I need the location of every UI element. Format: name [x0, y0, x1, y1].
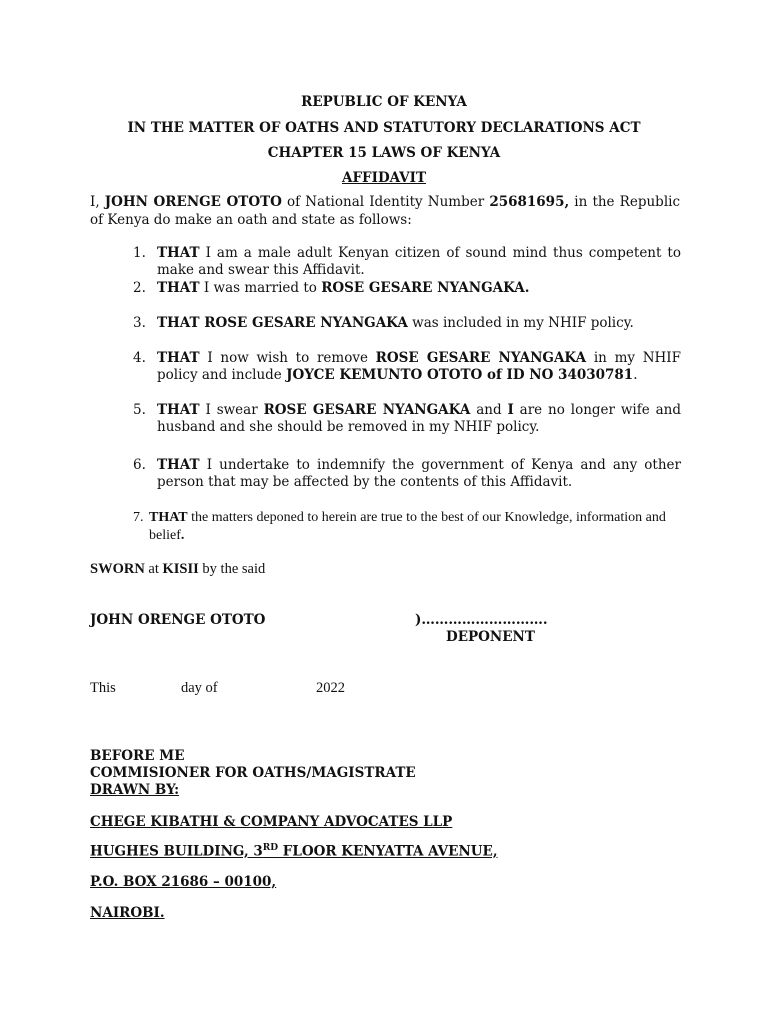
- list-item-2: [133, 280, 681, 297]
- date-day-of: day of: [181, 680, 218, 696]
- signature-line: )……………………….: [415, 612, 548, 628]
- building-superscript: RD: [262, 843, 279, 853]
- drawn-by-label: DRAWN BY:: [90, 782, 180, 798]
- firm-po-box: P.O. BOX 21686 – 00100,: [90, 874, 277, 890]
- item-number: 1.: [133, 245, 146, 261]
- header-matter: IN THE MATTER OF OATHS AND STATUTORY DECLARATIONS ACT: [127, 120, 641, 136]
- before-me: BEFORE ME: [90, 748, 185, 764]
- item-number: 6.: [133, 457, 146, 473]
- date-this: This: [90, 680, 116, 696]
- item-text-b: in my NHIF policy and include: [157, 350, 681, 383]
- sworn-rest: by the said: [198, 561, 266, 577]
- item-text: the matters deponed to herein are true to the best of our Knowledge, information and belief: [149, 510, 666, 543]
- list-item-7: [133, 509, 681, 545]
- building-text: HUGHES BUILDING, 3: [90, 843, 263, 860]
- firm-name: CHEGE KIBATHI & COMPANY ADVOCATES LLP: [90, 814, 453, 830]
- intro-mid: of National Identity Number: [281, 194, 490, 210]
- list-item-5: [133, 402, 681, 436]
- document-title: AFFIDAVIT: [342, 170, 426, 186]
- list-item-6: [133, 457, 681, 491]
- intro-paragraph: [90, 193, 680, 229]
- item-text: I was married to: [199, 280, 322, 296]
- item-number: 5.: [133, 402, 146, 418]
- item-text-c: are no longer wife and husband and she should be removed in my NHIF policy.: [157, 402, 681, 435]
- firm-building: [90, 843, 498, 860]
- item-name: ROSE GESARE NYANGAKA: [263, 402, 471, 418]
- header-chapter: CHAPTER 15 LAWS OF KENYA: [267, 145, 501, 161]
- item-text: I now wish to remove: [199, 350, 376, 366]
- item-that: THAT: [149, 510, 188, 525]
- intro-id-number: 25681695,: [489, 194, 570, 210]
- item-that: THAT: [157, 457, 200, 473]
- item-that: THAT: [157, 245, 200, 261]
- deponent-label: DEPONENT: [446, 629, 535, 645]
- item-that: THAT ROSE GESARE NYANGAKA: [157, 315, 408, 331]
- item-that: THAT: [157, 402, 200, 418]
- item-number: 4.: [133, 350, 146, 366]
- item-that: THAT: [157, 350, 200, 366]
- item-name-2: JOYCE KEMUNTO OTOTO of ID NO 34030781: [286, 367, 634, 383]
- sworn-at: at: [144, 561, 163, 577]
- sworn-word: SWORN: [90, 561, 145, 577]
- item-text-c: .: [633, 367, 638, 383]
- item-number: 3.: [133, 315, 146, 331]
- item-text-b: and: [470, 402, 508, 418]
- item-number: 2.: [133, 280, 146, 296]
- firm-city: NAIROBI.: [90, 905, 165, 921]
- item-name: ROSE GESARE NYANGAKA.: [321, 280, 530, 296]
- commissioner-line: COMMISIONER FOR OATHS/MAGISTRATE: [90, 765, 416, 781]
- item-end: .: [180, 528, 185, 543]
- list-item-1: [133, 245, 681, 279]
- item-text: was included in my NHIF policy.: [407, 315, 634, 331]
- building-text-b: FLOOR KENYATTA AVENUE,: [278, 843, 498, 860]
- deponent-name: JOHN ORENGE OTOTO: [90, 612, 266, 628]
- item-pronoun: I: [507, 402, 514, 418]
- list-item-4: [133, 350, 681, 384]
- intro-suffix: in the Republic of Kenya do make an oath and state as follows:: [90, 194, 681, 228]
- sworn-place: KISII: [162, 561, 199, 577]
- list-item-3: [133, 315, 681, 332]
- item-text: I am a male adult Kenyan citizen of sound mind thus competent to make and swear this Affidavit.: [157, 245, 681, 278]
- intro-name: JOHN ORENGE OTOTO: [104, 194, 282, 210]
- item-number: 7.: [133, 510, 144, 525]
- item-that: THAT: [157, 280, 200, 296]
- header-republic: REPUBLIC OF KENYA: [301, 94, 467, 110]
- item-name: ROSE GESARE NYANGAKA: [375, 350, 587, 366]
- sworn-line: [90, 561, 265, 578]
- item-text: I undertake to indemnify the government of Kenya and any other person that may be affected by the contents of this Affidavit.: [157, 457, 681, 490]
- date-year: 2022: [316, 680, 345, 696]
- intro-prefix: I,: [90, 194, 105, 210]
- item-text: I swear: [199, 402, 264, 418]
